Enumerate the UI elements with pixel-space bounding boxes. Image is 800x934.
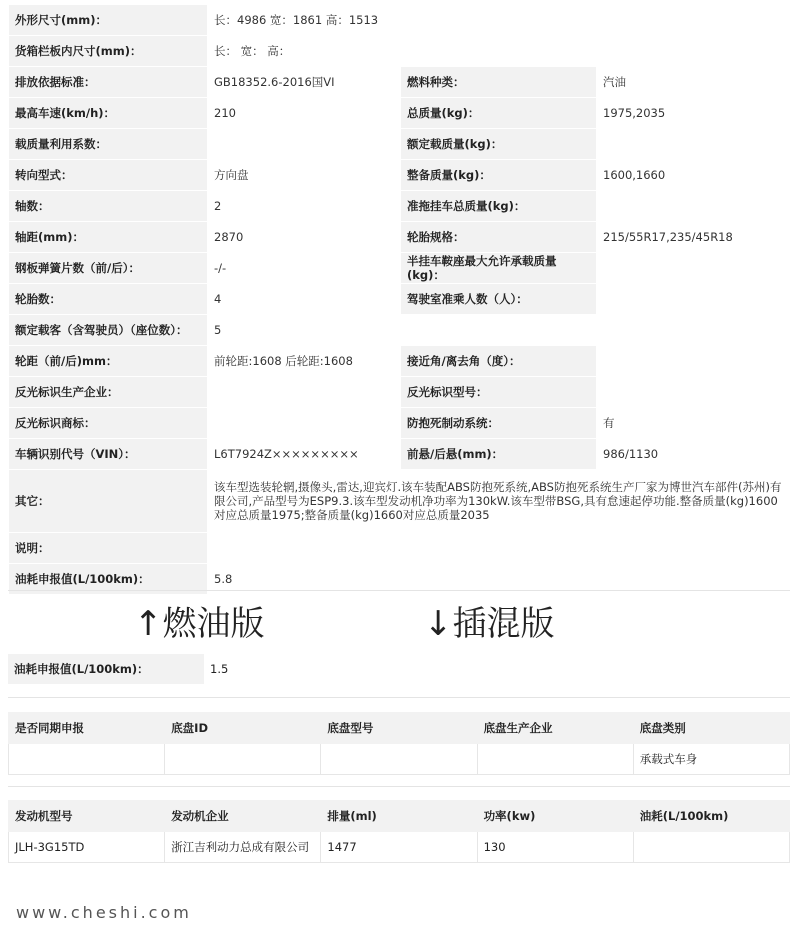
spec-row [9, 222, 791, 253]
spec-label: 外形尺寸(mm)： [9, 5, 208, 36]
chassis-table [8, 712, 790, 775]
spec-value: -/- [208, 253, 401, 284]
phev-fuel-row [8, 654, 790, 684]
engine-header-row [9, 801, 790, 832]
spec-value: 长：4986 宽：1861 高：1513 [208, 5, 791, 36]
spec-row [9, 315, 791, 346]
spec-value [208, 533, 791, 564]
spec-label: 载质量利用系数： [9, 129, 208, 160]
spec-label: 防抱死制动系统： [401, 408, 597, 439]
chassis-header-cell: 底盘型号 [321, 713, 477, 744]
spec-row [9, 67, 791, 98]
spec-value: 长： 宽： 高： [208, 36, 791, 67]
spec-value [208, 377, 401, 408]
spec-label: 轮胎数： [9, 284, 208, 315]
spec-label: 油耗申报值(L/100km)： [9, 564, 208, 595]
spec-value [597, 129, 791, 160]
engine-header-cell: 发动机型号 [9, 801, 165, 832]
spec-row [9, 5, 791, 36]
spec-value: 5 [208, 315, 791, 346]
spec-row [9, 160, 791, 191]
spec-value: GB18352.6-2016国VI [208, 67, 401, 98]
chassis-header-cell: 是否同期申报 [9, 713, 165, 744]
spec-label: 反光标识商标： [9, 408, 208, 439]
chassis-header-cell: 底盘生产企业 [477, 713, 633, 744]
chassis-value-cell [477, 744, 633, 775]
spec-value [597, 284, 791, 315]
spec-value: 215/55R17,235/45R18 [597, 222, 791, 253]
spec-label: 其它： [9, 470, 208, 533]
spec-label: 准拖挂车总质量(kg)： [401, 191, 597, 222]
spec-label: 最高车速(km/h)： [9, 98, 208, 129]
spec-label: 车辆识别代号（VIN）： [9, 439, 208, 470]
engine-header-cell: 发动机企业 [165, 801, 321, 832]
spec-label: 排放依据标准： [9, 67, 208, 98]
spec-row [9, 346, 791, 377]
spec-value: 前轮距:1608 后轮距:1608 [208, 346, 401, 377]
engine-header-cell: 排量(ml) [321, 801, 477, 832]
spec-label: 额定载质量(kg)： [401, 129, 597, 160]
spec-row [9, 98, 791, 129]
spec-value: 1600,1660 [597, 160, 791, 191]
spec-row [9, 377, 791, 408]
phev-fuel-label: 油耗申报值(L/100km)： [8, 654, 204, 684]
spec-label: 轮胎规格： [401, 222, 597, 253]
spec-value [597, 377, 791, 408]
spec-label: 反光标识型号： [401, 377, 597, 408]
spec-label: 额定载客（含驾驶员）（座位数）： [9, 315, 208, 346]
spec-value: 有 [597, 408, 791, 439]
caption-phev-version: ↓插混版 [424, 604, 555, 644]
phev-fuel-value: 1.5 [210, 662, 229, 676]
spec-label: 燃料种类： [401, 67, 597, 98]
spec-label: 说明： [9, 533, 208, 564]
spec-label: 轴数： [9, 191, 208, 222]
engine-value-cell: 130 [477, 832, 633, 863]
spec-row [9, 36, 791, 67]
engine-header-cell: 油耗(L/100km) [633, 801, 789, 832]
spec-label: 接近角/离去角（度）： [401, 346, 597, 377]
spec-label: 总质量(kg)： [401, 98, 597, 129]
spec-label: 前悬/后悬(mm)： [401, 439, 597, 470]
spec-value: 2870 [208, 222, 401, 253]
engine-value-row [9, 832, 790, 863]
engine-value-cell [633, 832, 789, 863]
chassis-value-cell [9, 744, 165, 775]
engine-header-cell: 功率(kw) [477, 801, 633, 832]
spec-value: 1975,2035 [597, 98, 791, 129]
spec-label: 整备质量(kg)： [401, 160, 597, 191]
spec-value [597, 253, 791, 284]
spec-row [9, 439, 791, 470]
spec-table [8, 4, 791, 595]
section-divider [8, 697, 790, 698]
spec-value: 210 [208, 98, 401, 129]
spec-row [9, 470, 791, 533]
spec-label: 转向型式： [9, 160, 208, 191]
chassis-value-row [9, 744, 790, 775]
spec-row [9, 129, 791, 160]
spec-label: 驾驶室准乘人数（人）： [401, 284, 597, 315]
spec-row [9, 191, 791, 222]
spec-label: 钢板弹簧片数（前/后）： [9, 253, 208, 284]
spec-row [9, 533, 791, 564]
engine-value-cell: 1477 [321, 832, 477, 863]
chassis-header-row [9, 713, 790, 744]
spec-value: 方向盘 [208, 160, 401, 191]
spec-value [597, 191, 791, 222]
chassis-header-cell: 底盘ID [165, 713, 321, 744]
spec-value [208, 408, 401, 439]
engine-value-cell: JLH-3G15TD [9, 832, 165, 863]
spec-value [208, 129, 401, 160]
chassis-value-cell: 承载式车身 [633, 744, 789, 775]
spec-value: 2 [208, 191, 401, 222]
spec-value: 该车型选装轮辋,摄像头,雷达,迎宾灯.该车装配ABS防抱死系统,ABS防抱死系统生产厂家为博世汽车部件(苏州)有限公司,产品型号为ESP9.3.该车型发动机净功率为130kW.该车型带BSG,具有怠速起停功能.整备质量(kg)1600对应总质量1975;整备质量(kg)1660对应总质量2035 [208, 470, 791, 533]
spec-label: 轮距（前/后)mm： [9, 346, 208, 377]
engine-table [8, 800, 790, 863]
section-divider [8, 590, 790, 591]
spec-label: 反光标识生产企业： [9, 377, 208, 408]
spec-row [9, 408, 791, 439]
chassis-header-cell: 底盘类别 [633, 713, 789, 744]
spec-row [9, 253, 791, 284]
spec-body [9, 5, 791, 595]
spec-value: 汽油 [597, 67, 791, 98]
chassis-value-cell [321, 744, 477, 775]
engine-value-cell: 浙江吉利动力总成有限公司 [165, 832, 321, 863]
spec-value [597, 346, 791, 377]
spec-label: 轴距(mm)： [9, 222, 208, 253]
spec-label: 货箱栏板内尺寸(mm)： [9, 36, 208, 67]
spec-row [9, 284, 791, 315]
spec-value: L6T7924Z××××××××× [208, 439, 401, 470]
section-divider [8, 786, 790, 787]
watermark: www.cheshi.com [16, 903, 192, 922]
caption-fuel-version: ↑燃油版 [134, 604, 265, 644]
spec-value: 4 [208, 284, 401, 315]
spec-value: 5.8 [208, 564, 791, 595]
chassis-value-cell [165, 744, 321, 775]
spec-label: 半挂车鞍座最大允许承载质量(kg)： [401, 253, 597, 284]
phev-fuel-table [8, 654, 790, 684]
spec-value: 986/1130 [597, 439, 791, 470]
